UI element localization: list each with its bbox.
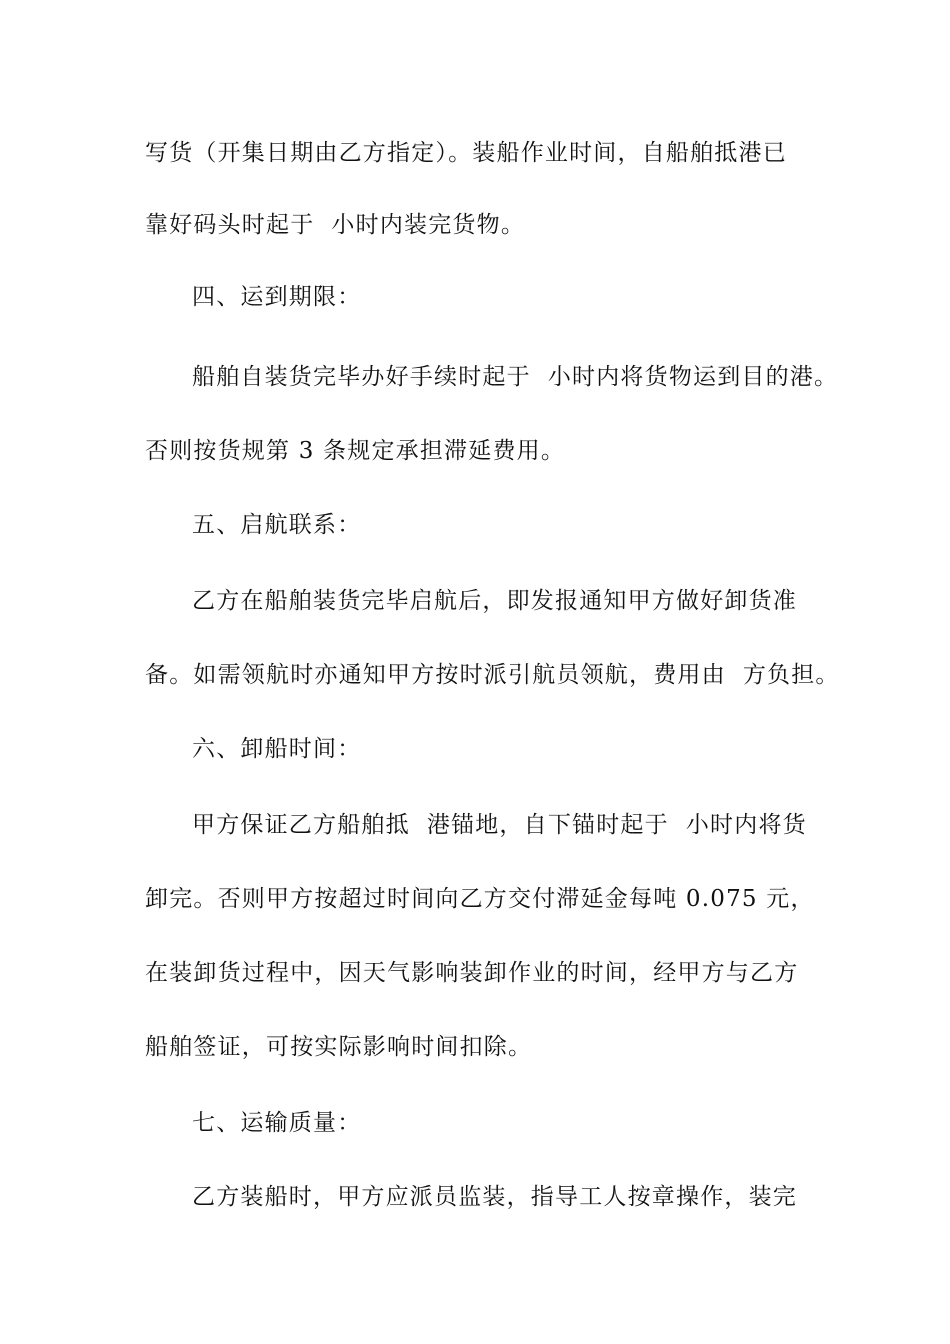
text-line: 甲方保证乙方船舶抵 港锚地，自下锚时起于 小时内将货 xyxy=(192,812,807,838)
text-line: 靠好码头时起于 小时内装完货物。 xyxy=(145,212,526,238)
text-line: 备。如需领航时亦通知甲方按时派引航员领航，费用由 方负担。 xyxy=(145,662,840,688)
section-heading: 四、运到期限： xyxy=(192,284,362,310)
text-line: 在装卸货过程中，因天气影响装卸作业的时间，经甲方与乙方 xyxy=(145,960,799,986)
section-heading: 六、卸船时间： xyxy=(192,736,362,762)
text-line: 船舶自装货完毕办好手续时起于 小时内将货物运到目的港。 xyxy=(192,364,839,390)
text-line: 乙方装船时，甲方应派员监装，指导工人按章操作，装完 xyxy=(192,1184,797,1210)
text-line: 船舶签证，可按实际影响时间扣除。 xyxy=(145,1034,533,1060)
text-line: 否则按货规第 3 条规定承担滞延费用。 xyxy=(145,438,566,464)
text-line: 乙方在船舶装货完毕启航后，即发报通知甲方做好卸货准 xyxy=(192,588,797,614)
text-line: 写货（开集日期由乙方指定）。装船作业时间，自船舶抵港已 xyxy=(145,140,787,166)
text-line: 卸完。否则甲方按超过时间向乙方交付滞延金每吨 0.075 元， xyxy=(145,886,815,912)
section-heading: 五、启航联系： xyxy=(192,512,362,538)
section-heading: 七、运输质量： xyxy=(192,1110,362,1136)
